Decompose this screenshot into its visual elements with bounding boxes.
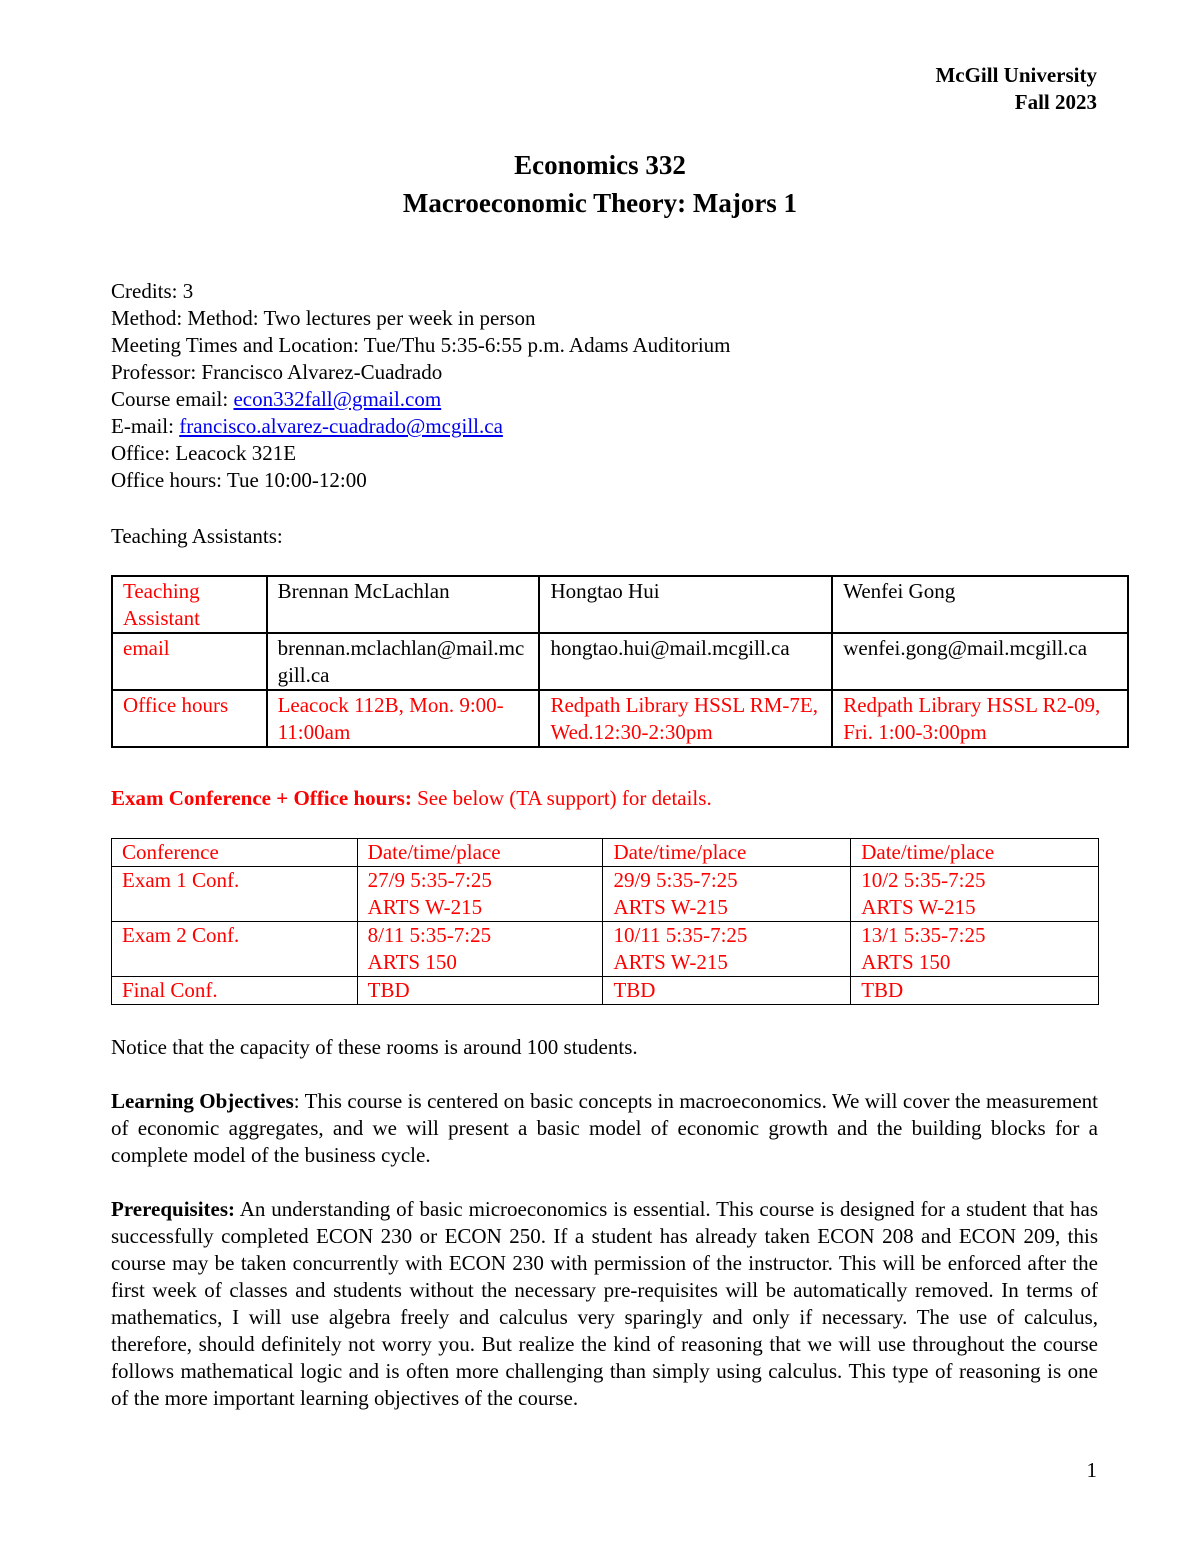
table-row xyxy=(112,867,1099,922)
table-cell xyxy=(603,867,851,922)
course-name: Macroeconomic Theory: Majors 1 xyxy=(402,188,798,218)
ta-hours: Redpath Library HSSL R2-09, Fri. 1:00-3:00pm xyxy=(832,690,1128,747)
table-cell: TBD xyxy=(357,977,603,1005)
conference-line xyxy=(111,785,712,812)
ta-email-link[interactable]: brennan.mclachlan@mail.mcgill.ca xyxy=(277,636,525,687)
course-info xyxy=(111,278,731,494)
column-header: Conference xyxy=(112,839,358,867)
cell-date: 8/11 5:35-7:25 xyxy=(367,923,492,947)
column-header: Date/time/place xyxy=(603,839,851,867)
cell-date: 27/9 5:35-7:25 xyxy=(367,868,492,892)
table-row xyxy=(112,977,1099,1005)
row-label: Teaching Assistant xyxy=(112,576,267,633)
office: Office: Leacock 321E xyxy=(111,441,297,465)
course-title xyxy=(0,146,1200,222)
ta-email-cell xyxy=(832,633,1128,690)
table-row xyxy=(112,576,1128,633)
professor: Professor: Francisco Alvarez-Cuadrado xyxy=(111,360,443,384)
conference-text: See below (TA support) for details. xyxy=(411,786,712,810)
credits: Credits: 3 xyxy=(111,279,194,303)
ta-email-cell xyxy=(539,633,832,690)
cell-date: 10/11 5:35-7:25 xyxy=(613,923,748,947)
learning-objectives xyxy=(111,1088,1098,1169)
column-header: Date/time/place xyxy=(851,839,1099,867)
office-hours: Office hours: Tue 10:00-12:00 xyxy=(111,468,367,492)
ta-table xyxy=(111,575,1129,748)
meeting-times: Meeting Times and Location: Tue/Thu 5:35-6:55 p.m. Adams Auditorium xyxy=(111,333,731,357)
table-row xyxy=(112,633,1128,690)
learning-objectives-label: Learning Objectives xyxy=(111,1089,294,1113)
column-header: Date/time/place xyxy=(357,839,603,867)
cell-place: ARTS 150 xyxy=(367,950,457,974)
table-row xyxy=(112,690,1128,747)
ta-email-link[interactable]: hongtao.hui@mail.mcgill.ca xyxy=(550,636,790,660)
cell-date: 13/1 5:35-7:25 xyxy=(861,923,986,947)
table-header-row xyxy=(112,839,1099,867)
conference-name: Exam 1 Conf. xyxy=(112,867,358,922)
table-cell xyxy=(357,867,603,922)
cell-date: 10/2 5:35-7:25 xyxy=(861,868,986,892)
table-cell: TBD xyxy=(851,977,1099,1005)
course-email-line xyxy=(111,386,731,413)
ta-name: Brennan McLachlan xyxy=(267,576,540,633)
conference-table xyxy=(111,838,1099,1005)
course-email-label: Course email: xyxy=(111,387,234,411)
cell-place: ARTS 150 xyxy=(861,950,951,974)
prerequisites-text: An understanding of basic microeconomics is essential. This course is designed for a student that has successfully completed ECON 230 or ECON 250. If a student has already taken ECON 208 and ECON 209, this course may be taken concurrently with ECON 230 with permission of the instructor. This will be enforced after the first week of classes and students without the necessary pre-requisites will be automatically removed. In terms of mathematics, I will use algebra freely and calculus very sparingly and only if necessary. The use of calculus, therefore, should definitely not worry you. But realize the kind of reasoning that we will use throughout the course follows mathematical logic and is often more challenging than simply using calculus. This type of reasoning is one of the more important learning objectives of the course. xyxy=(111,1197,1098,1410)
course-number: Economics 332 xyxy=(514,150,686,180)
email-line xyxy=(111,413,731,440)
ta-hours: Leacock 112B, Mon. 9:00-11:00am xyxy=(267,690,540,747)
table-cell: TBD xyxy=(603,977,851,1005)
conference-name: Final Conf. xyxy=(112,977,358,1005)
ta-email-cell xyxy=(267,633,540,690)
learning-objectives-text: : This course is centered on basic concepts in macroeconomics. We will cover the measurement of economic aggregates, and we will present a basic model of economic growth and the building blocks for a complete model of the business cycle. xyxy=(111,1089,1098,1167)
row-label: Office hours xyxy=(112,690,267,747)
capacity-notice: Notice that the capacity of these rooms is around 100 students. xyxy=(111,1035,638,1059)
prerequisites-label: Prerequisites: xyxy=(111,1197,236,1221)
table-cell xyxy=(357,922,603,977)
cell-place: ARTS W-215 xyxy=(613,895,728,919)
table-cell xyxy=(851,922,1099,977)
prerequisites xyxy=(111,1196,1098,1412)
page-number: 1 xyxy=(1086,1458,1097,1482)
row-label: email xyxy=(112,633,267,690)
page-header xyxy=(935,62,1097,116)
table-cell xyxy=(851,867,1099,922)
course-email-link[interactable]: econ332fall@gmail.com xyxy=(233,387,442,411)
term-label: Fall 2023 xyxy=(1014,90,1097,114)
conference-label: Exam Conference + Office hours: xyxy=(111,786,412,810)
university-name: McGill University xyxy=(935,63,1097,87)
cell-date: 29/9 5:35-7:25 xyxy=(613,868,738,892)
table-cell xyxy=(603,922,851,977)
ta-heading: Teaching Assistants: xyxy=(111,524,283,548)
email-label: E-mail: xyxy=(111,414,180,438)
ta-name: Hongtao Hui xyxy=(539,576,832,633)
cell-place: ARTS W-215 xyxy=(367,895,483,919)
ta-hours: Redpath Library HSSL RM-7E, Wed.12:30-2:30pm xyxy=(539,690,832,747)
table-row xyxy=(112,922,1099,977)
method: Method: Method: Two lectures per week in person xyxy=(111,306,536,330)
cell-place: ARTS W-215 xyxy=(861,895,976,919)
ta-name: Wenfei Gong xyxy=(832,576,1128,633)
cell-place: ARTS W-215 xyxy=(613,950,728,974)
ta-email-link[interactable]: wenfei.gong@mail.mcgill.ca xyxy=(843,636,1088,660)
professor-email-link[interactable]: francisco.alvarez-cuadrado@mcgill.ca xyxy=(179,414,503,438)
conference-name: Exam 2 Conf. xyxy=(112,922,358,977)
